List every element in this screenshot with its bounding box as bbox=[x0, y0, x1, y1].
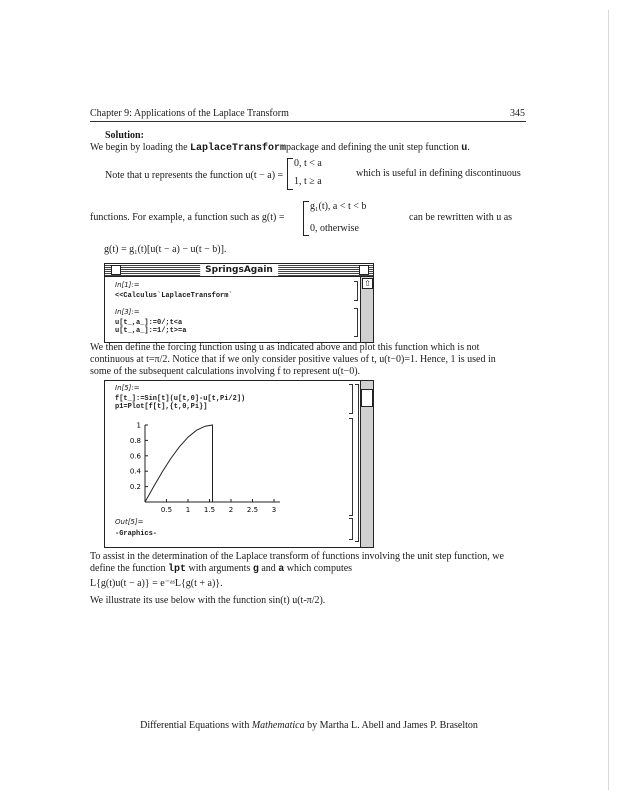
p5-l2-b: with arguments bbox=[186, 563, 253, 574]
p2-brace bbox=[287, 158, 293, 190]
paragraph-4-line-2: continuous at t=π/2. Notice that if we only consider positive values of t, u(t−0)=1. Hence, 1 is used in bbox=[90, 354, 496, 365]
p3-tail: can be rewritten with u as bbox=[409, 212, 513, 223]
p5-l2-a: define the function bbox=[90, 563, 169, 574]
header-rule bbox=[90, 121, 526, 122]
input-label-3: In[3]:= bbox=[115, 308, 140, 316]
p2-func: u(t − a) = bbox=[245, 170, 284, 181]
cell-bracket-5-group[interactable] bbox=[355, 384, 359, 542]
p5-g: g bbox=[252, 564, 259, 575]
footer-c: by Martha L. Abell and James P. Braselton bbox=[304, 720, 478, 731]
y-tick-label-1: 0.4 bbox=[129, 467, 141, 476]
scroll-up-arrow-icon[interactable]: ⇧ bbox=[362, 278, 373, 289]
paragraph-4-line-1: We then define the forcing function using u as indicated above and plot this function which is not bbox=[90, 342, 480, 353]
window-title: SpringsAgain bbox=[200, 264, 278, 276]
input-label-1: In[1]:= bbox=[115, 281, 140, 289]
x-tick-label-2: 1.5 bbox=[203, 506, 216, 514]
notebook-window-plot[interactable] bbox=[104, 380, 374, 548]
input-label-5: In[5]:= bbox=[115, 384, 140, 392]
y-tick-label-0: 0.2 bbox=[129, 483, 141, 492]
cell-bracket-5-graphic[interactable] bbox=[349, 418, 353, 516]
page-edge-line bbox=[608, 10, 609, 790]
window-scrollbar[interactable] bbox=[360, 277, 373, 342]
scroll-thumb[interactable] bbox=[361, 389, 373, 407]
p5-l2-c: and bbox=[258, 563, 279, 574]
p5-lpt: lpt bbox=[168, 564, 187, 575]
p3-brace bbox=[303, 201, 309, 236]
paragraph-5-line-2 bbox=[90, 563, 352, 576]
cell-bracket-3[interactable] bbox=[354, 308, 358, 337]
p3-lead bbox=[90, 212, 284, 224]
window-2-scrollbar[interactable] bbox=[360, 381, 373, 547]
chapter-header: Chapter 9: Applications of the Laplace Transform bbox=[90, 108, 289, 119]
footer bbox=[0, 720, 618, 731]
x-tick-label-5: 3 bbox=[271, 506, 277, 514]
code-u-def-1[interactable]: u[t_,a_]:=0/;t<a bbox=[115, 319, 183, 327]
cell-bracket-5-output[interactable] bbox=[349, 518, 353, 540]
p3-lead-text: functions. For example, a function such as bbox=[90, 212, 262, 223]
p2-case-2: 1, t ≥ a bbox=[294, 176, 322, 187]
page-number: 345 bbox=[510, 108, 525, 119]
cell-bracket-1[interactable] bbox=[354, 281, 358, 301]
p3-case-2: 0, otherwise bbox=[310, 223, 359, 234]
close-box-icon[interactable] bbox=[111, 265, 121, 275]
output-label-5: Out[5]= bbox=[115, 518, 144, 526]
zoom-box-icon[interactable] bbox=[359, 265, 369, 275]
output-graphics: -Graphics- bbox=[115, 530, 158, 538]
p2-lead-text: Note that u represents the function bbox=[105, 170, 246, 181]
x-tick-label-0: 0.5 bbox=[160, 506, 173, 514]
code-u-def-2[interactable]: u[t_,a_]:=1/;t>=a bbox=[115, 327, 187, 335]
p5-l2-d: which computes bbox=[284, 563, 353, 574]
p2-case-1: 0, t < a bbox=[294, 158, 322, 169]
p1-code: LaplaceTransform bbox=[190, 143, 287, 154]
code-load-package[interactable]: <<Calculus`LaplaceTransform` bbox=[115, 292, 233, 300]
y-tick-label-2: 0.6 bbox=[129, 452, 141, 461]
plot-f bbox=[115, 417, 285, 517]
y-tick-label-4: 1 bbox=[136, 421, 141, 430]
p2-lead bbox=[105, 170, 283, 182]
p5-a: a bbox=[278, 564, 285, 575]
p2-tail: which is useful in defining discontinuous bbox=[356, 168, 521, 179]
paragraph-5-line-3: We illustrate its use below with the function sin(t) u(t-π/2). bbox=[90, 595, 326, 606]
code-plot-f[interactable]: p1=Plot[f[t],{t,0,Pi}] bbox=[115, 403, 208, 411]
equation-laplace-shift: L{g(t)u(t − a)} = e⁻ᵃˢL{g(t + a)}. bbox=[90, 578, 223, 589]
p3-case-1: g₁(t), a < t < b bbox=[310, 201, 367, 212]
window-title-bar[interactable] bbox=[105, 264, 373, 277]
paragraph-5-line-1: To assist in the determination of the Laplace transform of functions involving the unit step function, we bbox=[90, 551, 504, 562]
paragraph-4-line-3: some of the subsequent calculations involving f to represent u(t−0). bbox=[90, 366, 361, 377]
x-tick-label-4: 2.5 bbox=[246, 506, 259, 514]
code-define-f[interactable]: f[t_]:=Sin[t](u[t,0]-u[t,Pi/2]) bbox=[115, 395, 246, 403]
equation-g: g(t) = g₁(t)[u(t − a) − u(t − b)]. bbox=[104, 244, 227, 255]
footer-a: Differential Equations with bbox=[140, 720, 252, 731]
p3-func: g(t) = bbox=[261, 212, 285, 223]
p1-text-a: We begin by loading the bbox=[90, 142, 191, 153]
notebook-window-springsagain[interactable] bbox=[104, 263, 374, 343]
y-tick-label-3: 0.8 bbox=[129, 436, 141, 445]
series-line-f bbox=[145, 425, 280, 502]
x-tick-label-1: 1 bbox=[185, 506, 191, 514]
footer-mathematica: Mathematica bbox=[251, 720, 305, 731]
solution-label: Solution: bbox=[105, 130, 144, 141]
paragraph-1 bbox=[90, 142, 470, 155]
p1-text-b: package and defining the unit step function bbox=[286, 142, 462, 153]
x-tick-label-3: 2 bbox=[228, 506, 234, 514]
p1-u: u bbox=[461, 143, 468, 154]
p1-text-c: . bbox=[467, 142, 470, 153]
cell-bracket-5-input[interactable] bbox=[349, 384, 353, 414]
